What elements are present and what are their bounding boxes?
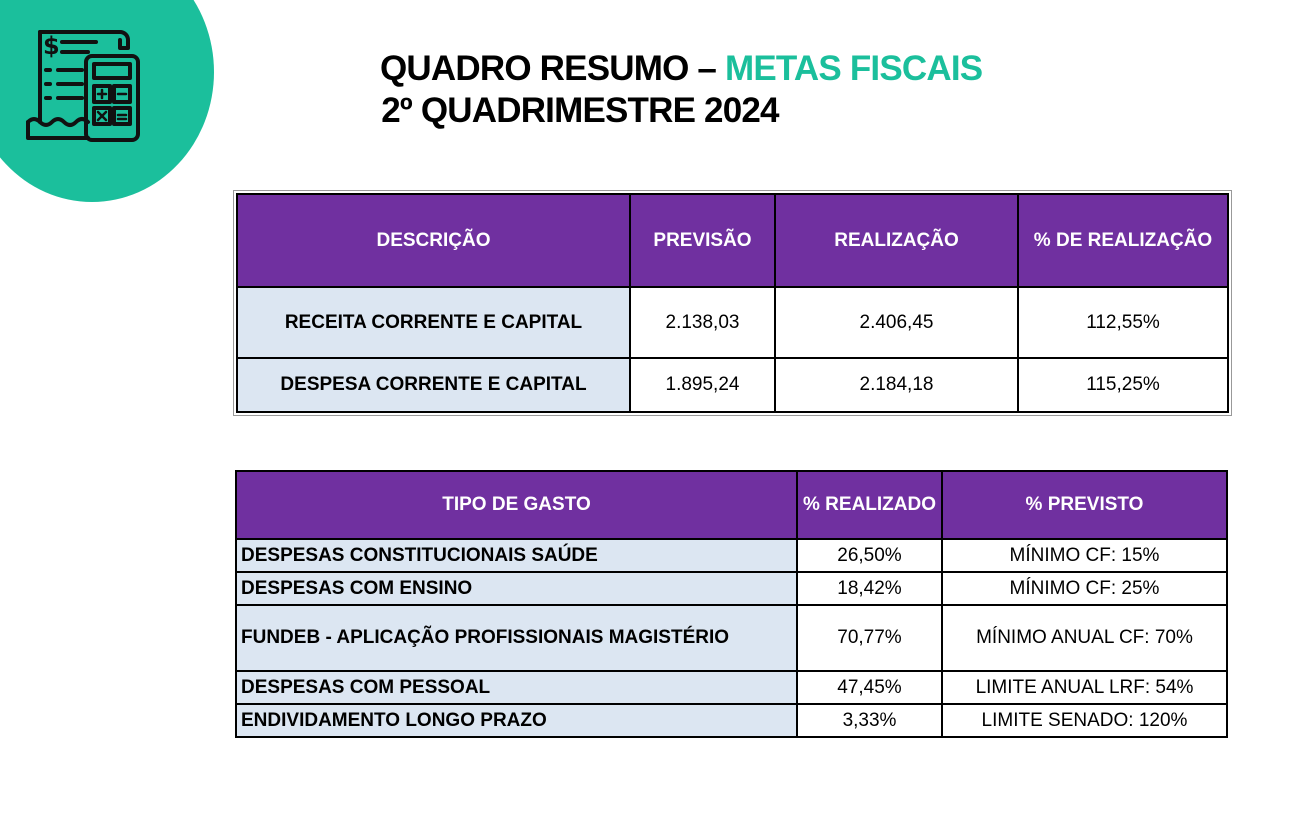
cell-realizado: 47,45% <box>797 671 942 704</box>
header-percent-previsto: % PREVISTO <box>942 471 1227 539</box>
header-tipo-gasto: TIPO DE GASTO <box>236 471 797 539</box>
row-label: DESPESAS COM PESSOAL <box>236 671 797 704</box>
spending-limits-table <box>235 470 1228 738</box>
row-label: FUNDEB - APLICAÇÃO PROFISSIONAIS MAGISTÉRIO <box>236 605 797 671</box>
cell-percent: 112,55% <box>1018 287 1228 358</box>
title-main: QUADRO RESUMO – <box>380 49 726 88</box>
cell-realizado: 70,77% <box>797 605 942 671</box>
header-percent-realizado: % REALIZADO <box>797 471 942 539</box>
title-subtitle: 2º QUADRIMESTRE 2024 <box>381 91 779 130</box>
page-title <box>380 48 983 132</box>
cell-realizado: 3,33% <box>797 704 942 737</box>
title-accent: METAS FISCAIS <box>725 49 983 88</box>
cell-realizacao: 2.184,18 <box>775 358 1018 412</box>
row-label: RECEITA CORRENTE E CAPITAL <box>237 287 630 358</box>
header-descricao: DESCRIÇÃO <box>237 194 630 287</box>
cell-realizacao: 2.406,45 <box>775 287 1018 358</box>
row-label: DESPESA CORRENTE E CAPITAL <box>237 358 630 412</box>
cell-previsto: MÍNIMO CF: 15% <box>942 539 1227 572</box>
cell-previsto: LIMITE ANUAL LRF: 54% <box>942 671 1227 704</box>
cell-previsto: MÍNIMO CF: 25% <box>942 572 1227 605</box>
row-label: DESPESAS CONSTITUCIONAIS SAÚDE <box>236 539 797 572</box>
table-row <box>236 605 1227 671</box>
svg-text:$: $ <box>43 32 60 60</box>
cell-previsto: LIMITE SENADO: 120% <box>942 704 1227 737</box>
cell-previsto: MÍNIMO ANUAL CF: 70% <box>942 605 1227 671</box>
table-header-row <box>237 194 1228 287</box>
table-row <box>237 287 1228 358</box>
cell-previsao: 2.138,03 <box>630 287 775 358</box>
header-percent-realizacao: % DE REALIZAÇÃO <box>1018 194 1228 287</box>
cell-realizado: 18,42% <box>797 572 942 605</box>
table-row <box>236 539 1227 572</box>
table-row <box>236 704 1227 737</box>
header-previsao: PREVISÃO <box>630 194 775 287</box>
cell-percent: 115,25% <box>1018 358 1228 412</box>
table-row <box>237 358 1228 412</box>
row-label: DESPESAS COM ENSINO <box>236 572 797 605</box>
budget-calculator-icon <box>26 26 144 146</box>
table-row <box>236 671 1227 704</box>
table-header-row <box>236 471 1227 539</box>
row-label: ENDIVIDAMENTO LONGO PRAZO <box>236 704 797 737</box>
header-realizacao: REALIZAÇÃO <box>775 194 1018 287</box>
cell-previsao: 1.895,24 <box>630 358 775 412</box>
fiscal-summary-table <box>236 193 1229 413</box>
cell-realizado: 26,50% <box>797 539 942 572</box>
table-row <box>236 572 1227 605</box>
